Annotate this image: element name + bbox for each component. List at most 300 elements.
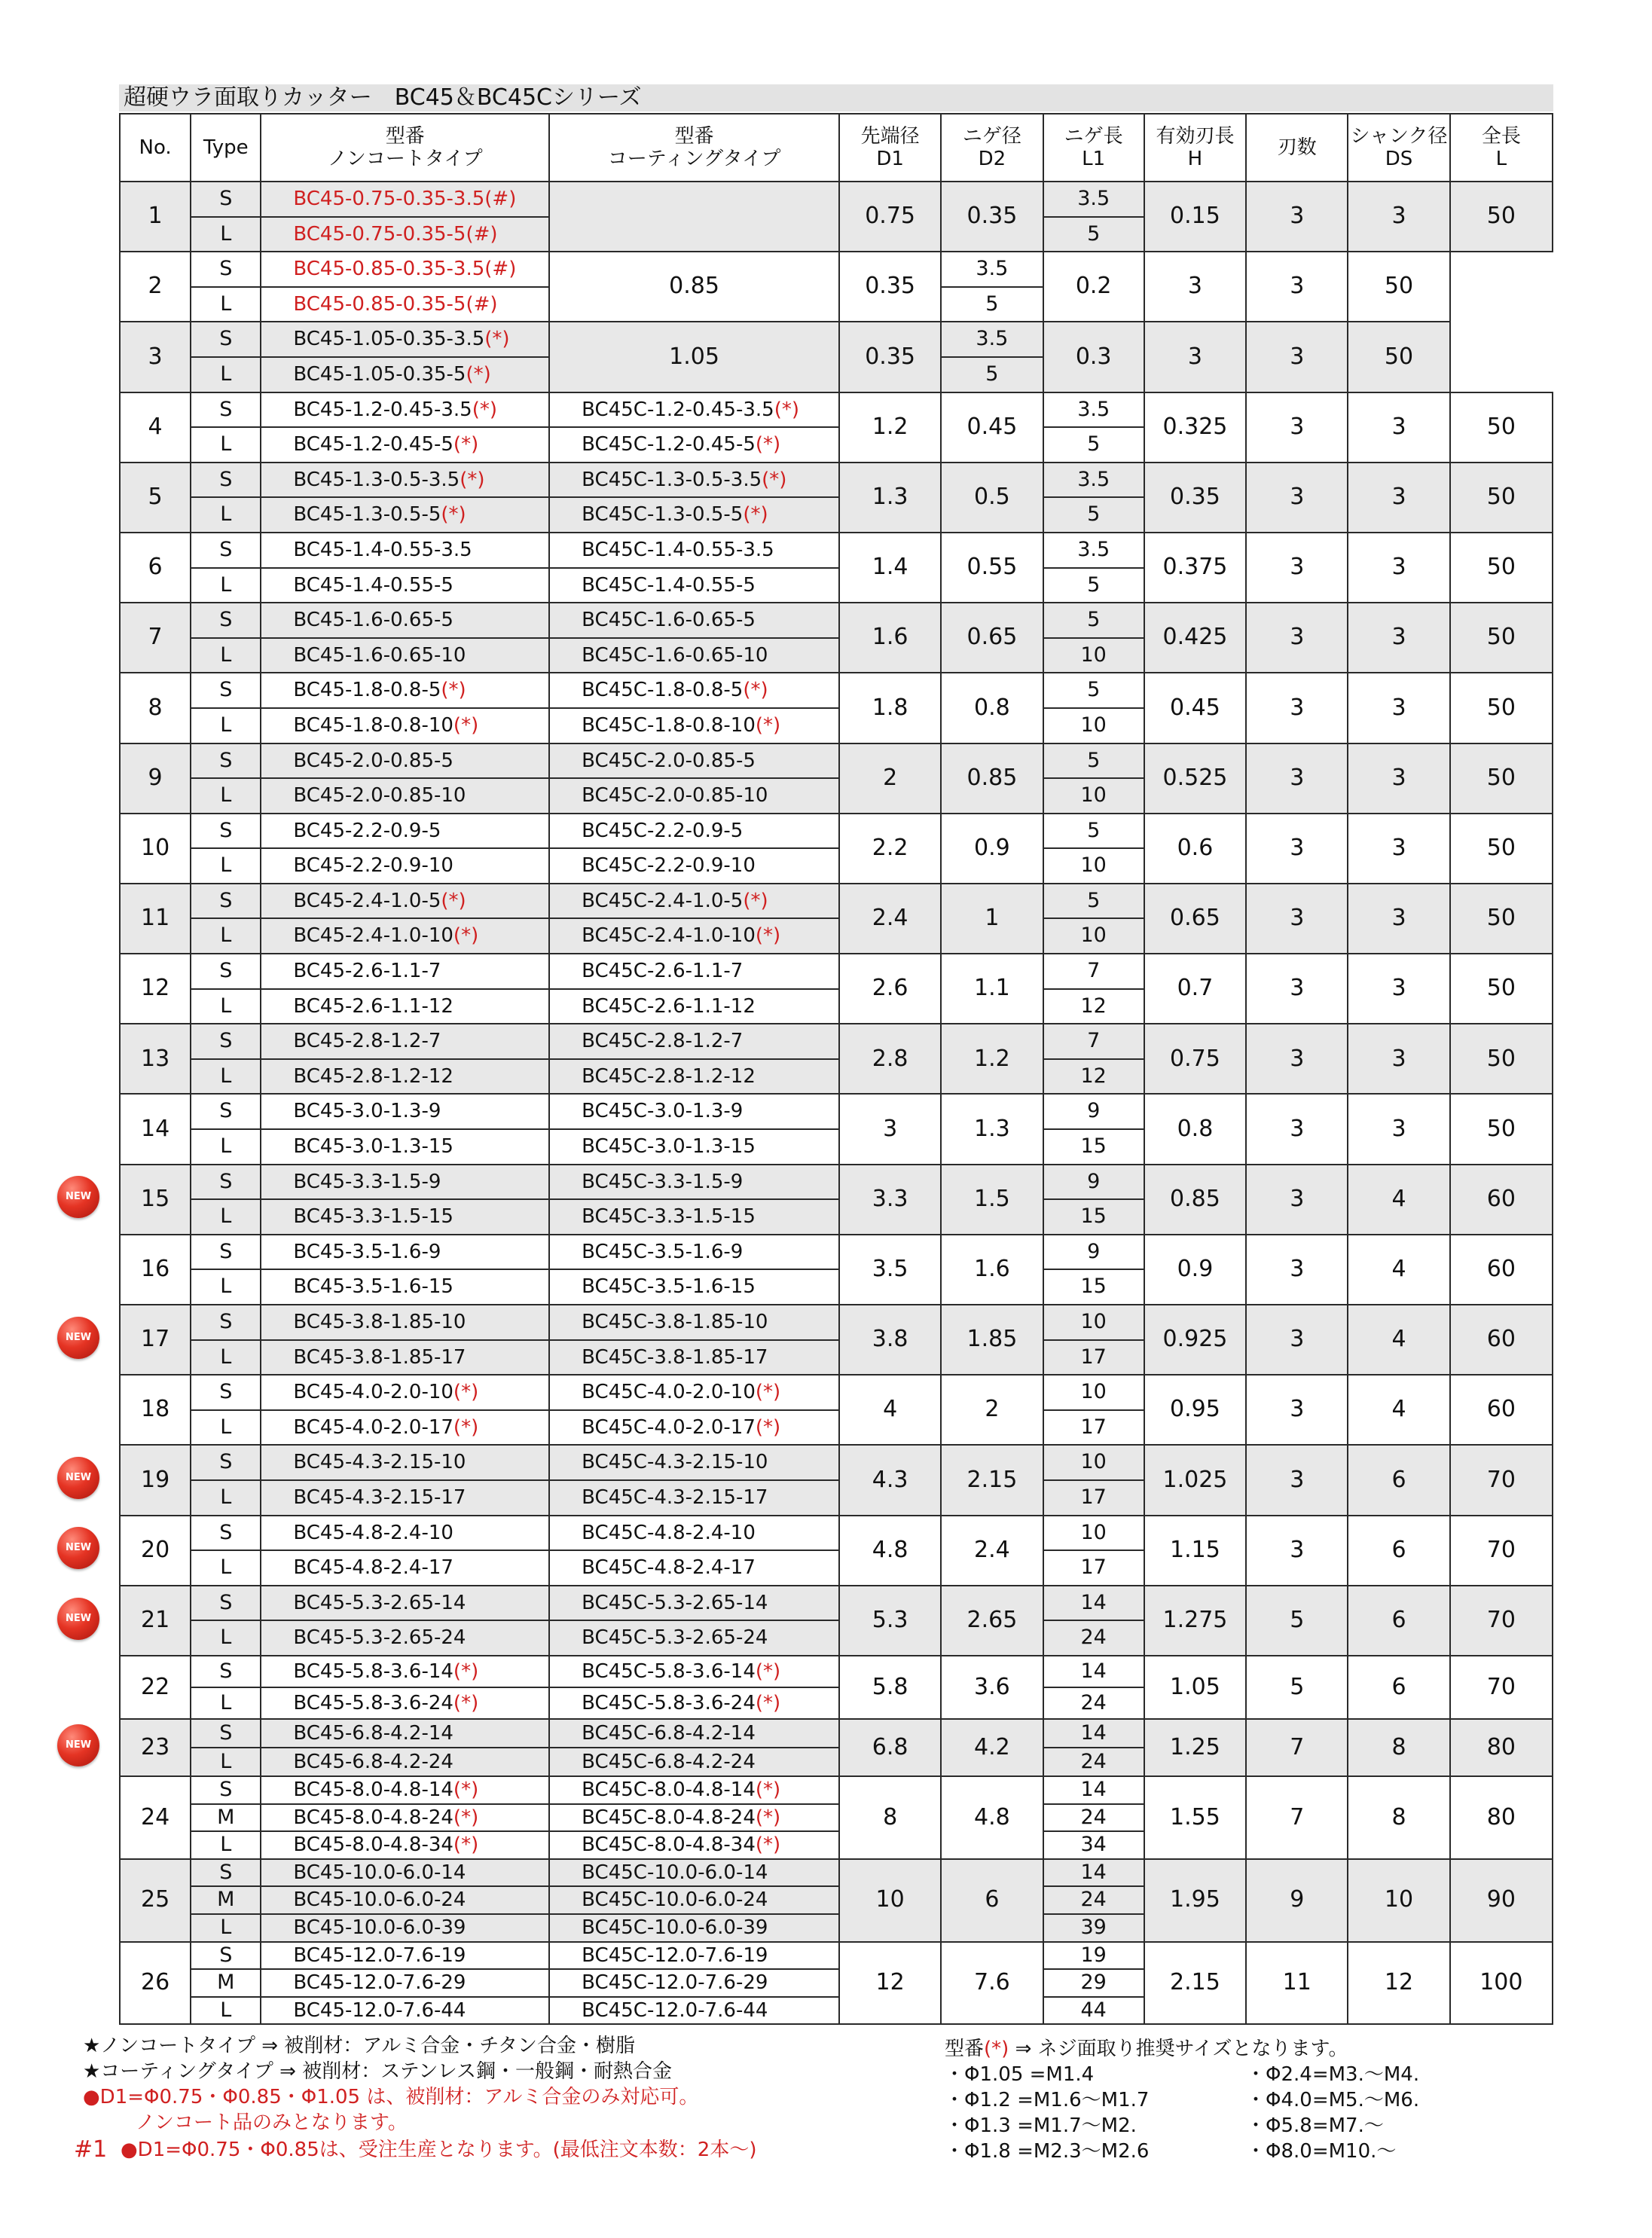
cell-flutes: 3	[1246, 1305, 1348, 1375]
cell-ds: 3	[1348, 1094, 1449, 1164]
new-badge-icon: NEW	[57, 1724, 99, 1766]
screw-size-item: ・Φ5.8=M7.～	[1246, 2114, 1384, 2137]
cell-ds: 6	[1348, 1516, 1449, 1586]
cell-ds: 3	[1348, 463, 1449, 533]
cell-d1: 1.4	[839, 533, 941, 603]
cell-coat-part: BC45C-6.8-4.2-14	[549, 1719, 839, 1748]
cell-coat-part: BC45C-2.2-0.9-5	[549, 814, 839, 849]
cell-coat-part: BC45C-8.0-4.8-24(*)	[549, 1804, 839, 1832]
cell-noncoat-part: BC45-1.2-0.45-5(*)	[261, 427, 549, 463]
cell-d1: 0.75	[839, 182, 941, 252]
cell-coat-part: BC45C-1.3-0.5-5(*)	[549, 497, 839, 533]
cell-d1: 1.3	[839, 463, 941, 533]
cell-l1: 10	[1043, 918, 1144, 954]
table-row	[120, 1165, 1553, 1200]
cell-d1: 10	[839, 1859, 941, 1942]
cell-coat-part: BC45C-10.0-6.0-14	[549, 1859, 839, 1887]
table-row	[120, 182, 1553, 217]
cell-l1: 3.5	[1043, 182, 1144, 217]
table-row	[120, 1445, 1553, 1480]
cell-l1: 3.5	[1043, 533, 1144, 568]
cell-type: L	[191, 1687, 261, 1719]
cell-coat-part: BC45C-12.0-7.6-44	[549, 1997, 839, 2025]
cell-l1: 29	[1043, 1969, 1144, 1997]
cell-coat-part: BC45C-2.0-0.85-10	[549, 778, 839, 814]
cell-no: 11	[120, 884, 191, 954]
cell-type: S	[191, 1719, 261, 1748]
cell-d2: 7.6	[941, 1942, 1043, 2025]
cell-ds: 3	[1348, 533, 1449, 603]
table-row	[120, 1094, 1553, 1129]
cell-type: S	[191, 533, 261, 568]
cell-h: 0.85	[1144, 1165, 1246, 1235]
cell-flutes: 3	[1246, 1235, 1348, 1305]
cell-d2: 0.45	[941, 392, 1043, 463]
cell-coat-part: BC45C-1.4-0.55-3.5	[549, 533, 839, 568]
cell-h: 0.525	[1144, 743, 1246, 814]
cell-type: L	[191, 357, 261, 392]
cell-l1: 3.5	[941, 252, 1043, 287]
cell-flutes: 3	[1246, 1516, 1348, 1586]
cell-h: 0.65	[1144, 884, 1246, 954]
cell-l: 50	[1348, 252, 1449, 322]
cell-ds: 6	[1348, 1445, 1449, 1515]
table-row	[120, 1024, 1553, 1059]
cell-d2: 2.15	[941, 1445, 1043, 1515]
header-no: No.	[120, 114, 191, 182]
cell-no: 24	[120, 1776, 191, 1859]
cell-type: L	[191, 989, 261, 1024]
cell-no: 12	[120, 954, 191, 1024]
group-9	[120, 743, 1553, 814]
cell-l1: 3.5	[1043, 463, 1144, 498]
cell-no: 20	[120, 1516, 191, 1586]
group-10	[120, 814, 1553, 884]
cell-flutes: 3	[1246, 392, 1348, 463]
cell-type: L	[191, 848, 261, 884]
cell-noncoat-part: BC45-1.3-0.5-3.5(*)	[261, 463, 549, 498]
cell-type: L	[191, 1997, 261, 2025]
table-row	[120, 1776, 1553, 1804]
cell-d1: 3.3	[839, 1165, 941, 1235]
cell-d1: 1.6	[839, 603, 941, 673]
cell-noncoat-part: BC45-2.8-1.2-7	[261, 1024, 549, 1059]
cell-flutes: 3	[1246, 533, 1348, 603]
cell-type: S	[191, 1094, 261, 1129]
cell-l1: 5	[941, 357, 1043, 392]
cell-d1: 5.8	[839, 1656, 941, 1719]
cell-d2: 1.5	[941, 1165, 1043, 1235]
cell-noncoat-part: BC45-2.8-1.2-12	[261, 1059, 549, 1095]
cell-noncoat-part: BC45-3.0-1.3-15	[261, 1129, 549, 1165]
cell-d1: 4.8	[839, 1516, 941, 1586]
cell-noncoat-part: BC45-6.8-4.2-14	[261, 1719, 549, 1748]
cell-noncoat-part: BC45-1.4-0.55-5	[261, 568, 549, 603]
cell-no: 25	[120, 1859, 191, 1942]
cell-flutes: 3	[1246, 1024, 1348, 1094]
cell-noncoat-part: BC45-4.0-2.0-10(*)	[261, 1375, 549, 1410]
cell-type: S	[191, 954, 261, 989]
screw-size-item: ・Φ1.2 =M1.6～M1.7	[945, 2089, 1150, 2111]
cell-no: 9	[120, 743, 191, 814]
cell-l1: 24	[1043, 1886, 1144, 1914]
cell-l1: 24	[1043, 1748, 1144, 1776]
cell-ds: 3	[1348, 814, 1449, 884]
cell-d2: 6	[941, 1859, 1043, 1942]
cell-coat-part: BC45C-8.0-4.8-14(*)	[549, 1776, 839, 1804]
cell-h: 1.95	[1144, 1859, 1246, 1942]
cell-l1: 9	[1043, 1094, 1144, 1129]
table-row	[120, 463, 1553, 498]
table-row	[120, 322, 1553, 357]
cell-h: 0.425	[1144, 603, 1246, 673]
cell-h: 0.2	[1043, 252, 1144, 322]
cell-d1: 12	[839, 1942, 941, 2025]
cell-coat-part: BC45C-3.3-1.5-9	[549, 1165, 839, 1200]
cell-type: S	[191, 1305, 261, 1340]
cell-h: 0.9	[1144, 1235, 1246, 1305]
note-aluminum: ●D1=Φ0.75・Φ0.85・Φ1.05 は、被削材：アルミ合金のみ対応可。	[83, 2086, 699, 2108]
note-noncoat: ★ノンコートタイプ ⇒ 被削材：アルミ合金・チタン合金・樹脂	[83, 2035, 635, 2057]
cell-noncoat-part: BC45-0.85-0.35-5(#)	[261, 287, 549, 322]
cell-type: S	[191, 743, 261, 779]
cell-ds: 3	[1246, 252, 1348, 322]
cell-ds: 8	[1348, 1776, 1449, 1859]
cell-d1: 4.3	[839, 1445, 941, 1515]
cell-noncoat-part: BC45-0.75-0.35-3.5(#)	[261, 182, 549, 217]
new-badge-icon: NEW	[57, 1317, 99, 1359]
spec-table	[119, 113, 1553, 2025]
cell-l1: 10	[1043, 708, 1144, 743]
cell-type: M	[191, 1886, 261, 1914]
cell-flutes: 3	[1246, 463, 1348, 533]
cell-l: 70	[1450, 1445, 1553, 1515]
cell-h: 0.45	[1144, 673, 1246, 743]
cell-noncoat-part: BC45-1.05-0.35-3.5(*)	[261, 322, 549, 357]
cell-coat-part: BC45C-2.6-1.1-12	[549, 989, 839, 1024]
header-coat: 型番 コーティングタイプ	[549, 114, 839, 182]
cell-l1: 5	[941, 287, 1043, 322]
cell-noncoat-part: BC45-2.4-1.0-10(*)	[261, 918, 549, 954]
group-20	[120, 1516, 1553, 1586]
cell-ds: 6	[1348, 1656, 1449, 1719]
cell-noncoat-part: BC45-4.8-2.4-17	[261, 1550, 549, 1586]
table-row	[120, 1375, 1553, 1410]
cell-d2: 0.5	[941, 463, 1043, 533]
cell-d2: 1.6	[941, 1235, 1043, 1305]
cell-d2: 2.4	[941, 1516, 1043, 1586]
cell-l1: 10	[1043, 1445, 1144, 1480]
cell-no: 13	[120, 1024, 191, 1094]
cell-ds: 3	[1348, 182, 1449, 252]
cell-no: 21	[120, 1586, 191, 1656]
cell-noncoat-part: BC45-12.0-7.6-29	[261, 1969, 549, 1997]
table-row	[120, 1942, 1553, 1970]
cell-flutes: 3	[1144, 322, 1246, 392]
cell-type: S	[191, 1586, 261, 1621]
cell-noncoat-part: BC45-1.8-0.8-5(*)	[261, 673, 549, 708]
cell-d2: 0.8	[941, 673, 1043, 743]
cell-ds: 3	[1246, 322, 1348, 392]
group-19	[120, 1445, 1553, 1515]
cell-l: 80	[1450, 1776, 1553, 1859]
cell-l1: 5	[1043, 884, 1144, 919]
cell-coat-part: BC45C-1.8-0.8-10(*)	[549, 708, 839, 743]
cell-type: M	[191, 1969, 261, 1997]
cell-flutes: 9	[1246, 1859, 1348, 1942]
cell-d2: 1.3	[941, 1094, 1043, 1164]
cell-type: L	[191, 1748, 261, 1776]
cell-type: S	[191, 182, 261, 217]
cell-noncoat-part: BC45-2.2-0.9-10	[261, 848, 549, 884]
cell-noncoat-part: BC45-3.3-1.5-15	[261, 1199, 549, 1235]
cell-noncoat-part: BC45-2.2-0.9-5	[261, 814, 549, 849]
note-mark: #1	[74, 2136, 108, 2163]
group-22	[120, 1656, 1553, 1719]
cell-no: 3	[120, 322, 191, 392]
header-type: Type	[191, 114, 261, 182]
cell-l: 60	[1450, 1235, 1553, 1305]
cell-noncoat-part: BC45-4.3-2.15-10	[261, 1445, 549, 1480]
cell-type: S	[191, 603, 261, 638]
cell-d2: 0.65	[941, 603, 1043, 673]
screw-size-item: ・Φ2.4=M3.～M4.	[1246, 2063, 1420, 2086]
cell-noncoat-part: BC45-1.6-0.65-5	[261, 603, 549, 638]
cell-d2: 4.2	[941, 1719, 1043, 1776]
cell-d2: 0.55	[941, 533, 1043, 603]
cell-l1: 10	[1043, 778, 1144, 814]
cell-noncoat-part: BC45-1.2-0.45-3.5(*)	[261, 392, 549, 428]
cell-h: 1.275	[1144, 1586, 1246, 1656]
cell-ds: 3	[1348, 392, 1449, 463]
cell-type: S	[191, 463, 261, 498]
cell-coat-part: BC45C-3.3-1.5-15	[549, 1199, 839, 1235]
cell-d2: 2	[941, 1375, 1043, 1445]
cell-h: 0.35	[1144, 463, 1246, 533]
group-5	[120, 463, 1553, 533]
cell-coat-part: BC45C-12.0-7.6-29	[549, 1969, 839, 1997]
cell-coat-part: BC45C-2.8-1.2-7	[549, 1024, 839, 1059]
cell-l1: 24	[1043, 1620, 1144, 1656]
cell-no: 15	[120, 1165, 191, 1235]
table-row	[120, 673, 1553, 708]
cell-h: 1.25	[1144, 1719, 1246, 1776]
cell-h: 1.025	[1144, 1445, 1246, 1515]
cell-coat-part: BC45C-2.6-1.1-7	[549, 954, 839, 989]
cell-type: S	[191, 1776, 261, 1804]
cell-flutes: 3	[1246, 1375, 1348, 1445]
cell-type: L	[191, 217, 261, 252]
cell-type: L	[191, 708, 261, 743]
note-noncoat-only: ノンコート品のみとなります。	[136, 2111, 408, 2134]
cell-type: S	[191, 673, 261, 708]
cell-ds: 3	[1348, 603, 1449, 673]
cell-l1: 14	[1043, 1859, 1144, 1887]
cell-noncoat-part: BC45-6.8-4.2-24	[261, 1748, 549, 1776]
header-noncoat: 型番 ノンコートタイプ	[261, 114, 549, 182]
table-row	[120, 1586, 1553, 1621]
cell-flutes: 7	[1246, 1719, 1348, 1776]
cell-l: 50	[1450, 603, 1553, 673]
cell-noncoat-part: BC45-5.8-3.6-14(*)	[261, 1656, 549, 1687]
cell-l: 50	[1450, 463, 1553, 533]
group-23	[120, 1719, 1553, 1776]
cell-l: 50	[1450, 1024, 1553, 1094]
cell-l: 50	[1450, 392, 1553, 463]
header-row	[120, 114, 1553, 182]
cell-type: L	[191, 918, 261, 954]
cell-l1: 9	[1043, 1235, 1144, 1270]
cell-d2: 0.35	[941, 182, 1043, 252]
cell-type: L	[191, 1550, 261, 1586]
group-25	[120, 1859, 1553, 1942]
table-row	[120, 392, 1553, 428]
cell-coat-part: BC45C-8.0-4.8-34(*)	[549, 1831, 839, 1859]
cell-type: S	[191, 392, 261, 428]
cell-ds: 4	[1348, 1305, 1449, 1375]
cell-flutes: 7	[1246, 1776, 1348, 1859]
cell-d2: 3.6	[941, 1656, 1043, 1719]
cell-coat-part: BC45C-4.0-2.0-10(*)	[549, 1375, 839, 1410]
cell-type: L	[191, 1269, 261, 1305]
cell-flutes: 3	[1246, 1445, 1348, 1515]
cell-ds: 4	[1348, 1165, 1449, 1235]
cell-coat-part: BC45C-5.3-2.65-14	[549, 1586, 839, 1621]
cell-noncoat-part: BC45-10.0-6.0-14	[261, 1859, 549, 1887]
cell-h: 1.15	[1144, 1516, 1246, 1586]
cell-d1: 6.8	[839, 1719, 941, 1776]
cell-d2: 0.85	[941, 743, 1043, 814]
cell-flutes: 5	[1246, 1586, 1348, 1656]
cell-l: 90	[1450, 1859, 1553, 1942]
cell-h: 1.55	[1144, 1776, 1246, 1859]
cell-coat-part: BC45C-12.0-7.6-19	[549, 1942, 839, 1970]
cell-h: 1.05	[1144, 1656, 1246, 1719]
group-4	[120, 392, 1553, 463]
cell-type: L	[191, 1914, 261, 1942]
cell-d1: 4	[839, 1375, 941, 1445]
cell-ds: 3	[1348, 673, 1449, 743]
cell-d1: 1.8	[839, 673, 941, 743]
cell-no: 19	[120, 1445, 191, 1515]
cell-type: L	[191, 1831, 261, 1859]
cell-l1: 7	[1043, 1024, 1144, 1059]
cell-l: 70	[1450, 1656, 1553, 1719]
cell-noncoat-part: BC45-10.0-6.0-24	[261, 1886, 549, 1914]
note-coat: ★コーティングタイプ ⇒ 被削材：ステンレス鋼・一般鋼・耐熱合金	[83, 2060, 672, 2083]
cell-type: S	[191, 1165, 261, 1200]
cell-coat-part: BC45C-4.3-2.15-10	[549, 1445, 839, 1480]
cell-type: M	[191, 1804, 261, 1832]
cell-d2: 4.8	[941, 1776, 1043, 1859]
screw-size-item: ・Φ8.0=M10.～	[1246, 2140, 1397, 2163]
cell-noncoat-part: BC45-0.75-0.35-5(#)	[261, 217, 549, 252]
cell-l: 50	[1450, 182, 1553, 252]
cell-coat-part: BC45C-1.6-0.65-5	[549, 603, 839, 638]
cell-flutes: 3	[1246, 814, 1348, 884]
table-row	[120, 1235, 1553, 1270]
cell-d2: 1.85	[941, 1305, 1043, 1375]
cell-l1: 5	[1043, 814, 1144, 849]
cell-noncoat-part: BC45-2.4-1.0-5(*)	[261, 884, 549, 919]
cell-coat-part: BC45C-1.3-0.5-3.5(*)	[549, 463, 839, 498]
cell-ds: 3	[1348, 743, 1449, 814]
table-row	[120, 743, 1553, 779]
screw-size-item: ・Φ1.3 =M1.7～M2.	[945, 2114, 1137, 2137]
cell-l1: 5	[1043, 673, 1144, 708]
cell-type: S	[191, 322, 261, 357]
cell-ds: 3	[1348, 1024, 1449, 1094]
cell-ds: 12	[1348, 1942, 1449, 2025]
cell-coat-part: BC45C-1.2-0.45-3.5(*)	[549, 392, 839, 428]
cell-l1: 10	[1043, 1516, 1144, 1551]
cell-coat-part: BC45C-3.0-1.3-15	[549, 1129, 839, 1165]
cell-noncoat-part: BC45-2.6-1.1-7	[261, 954, 549, 989]
cell-d2: 0.35	[839, 252, 941, 322]
cell-l: 100	[1450, 1942, 1553, 2025]
cell-noncoat-part: BC45-12.0-7.6-44	[261, 1997, 549, 2025]
group-26	[120, 1942, 1553, 2025]
cell-l1: 5	[1043, 568, 1144, 603]
cell-coat-part: BC45C-2.2-0.9-10	[549, 848, 839, 884]
table-row	[120, 814, 1553, 849]
cell-coat-part: BC45C-3.0-1.3-9	[549, 1094, 839, 1129]
cell-l1: 24	[1043, 1687, 1144, 1719]
cell-coat-part: BC45C-1.8-0.8-5(*)	[549, 673, 839, 708]
cell-no: 16	[120, 1235, 191, 1305]
cell-noncoat-part: BC45-3.5-1.6-15	[261, 1269, 549, 1305]
cell-d1: 5.3	[839, 1586, 941, 1656]
cell-d1: 1.2	[839, 392, 941, 463]
cell-noncoat-part: BC45-8.0-4.8-24(*)	[261, 1804, 549, 1832]
group-6	[120, 533, 1553, 603]
cell-d2: 1	[941, 884, 1043, 954]
cell-d2: 1.2	[941, 1024, 1043, 1094]
cell-coat-part: BC45C-3.5-1.6-9	[549, 1235, 839, 1270]
cell-l1: 17	[1043, 1550, 1144, 1586]
cell-l: 50	[1450, 533, 1553, 603]
table-row	[120, 1305, 1553, 1340]
cell-noncoat-part: BC45-3.8-1.85-10	[261, 1305, 549, 1340]
group-7	[120, 603, 1553, 673]
cell-l: 70	[1450, 1586, 1553, 1656]
cell-l: 50	[1450, 1094, 1553, 1164]
cell-no: 8	[120, 673, 191, 743]
cell-l1: 10	[1043, 848, 1144, 884]
table-row	[120, 603, 1553, 638]
group-15	[120, 1165, 1553, 1235]
cell-coat-part: BC45C-5.3-2.65-24	[549, 1620, 839, 1656]
group-1	[120, 182, 1553, 252]
cell-flutes: 3	[1246, 1094, 1348, 1164]
cell-type: L	[191, 1059, 261, 1095]
cell-flutes: 3	[1246, 1165, 1348, 1235]
cell-type: S	[191, 1656, 261, 1687]
cell-l1: 12	[1043, 989, 1144, 1024]
cell-l: 60	[1450, 1165, 1553, 1235]
cell-noncoat-part: BC45-12.0-7.6-19	[261, 1942, 549, 1970]
cell-d1: 0.85	[549, 252, 839, 322]
new-badge-icon: NEW	[57, 1457, 99, 1499]
cell-noncoat-part: BC45-2.0-0.85-10	[261, 778, 549, 814]
cell-type: S	[191, 1516, 261, 1551]
group-13	[120, 1024, 1553, 1094]
cell-coat-part: BC45C-10.0-6.0-24	[549, 1886, 839, 1914]
group-14	[120, 1094, 1553, 1164]
cell-type: S	[191, 1445, 261, 1480]
cell-noncoat-part: BC45-1.8-0.8-10(*)	[261, 708, 549, 743]
cell-l1: 14	[1043, 1586, 1144, 1621]
